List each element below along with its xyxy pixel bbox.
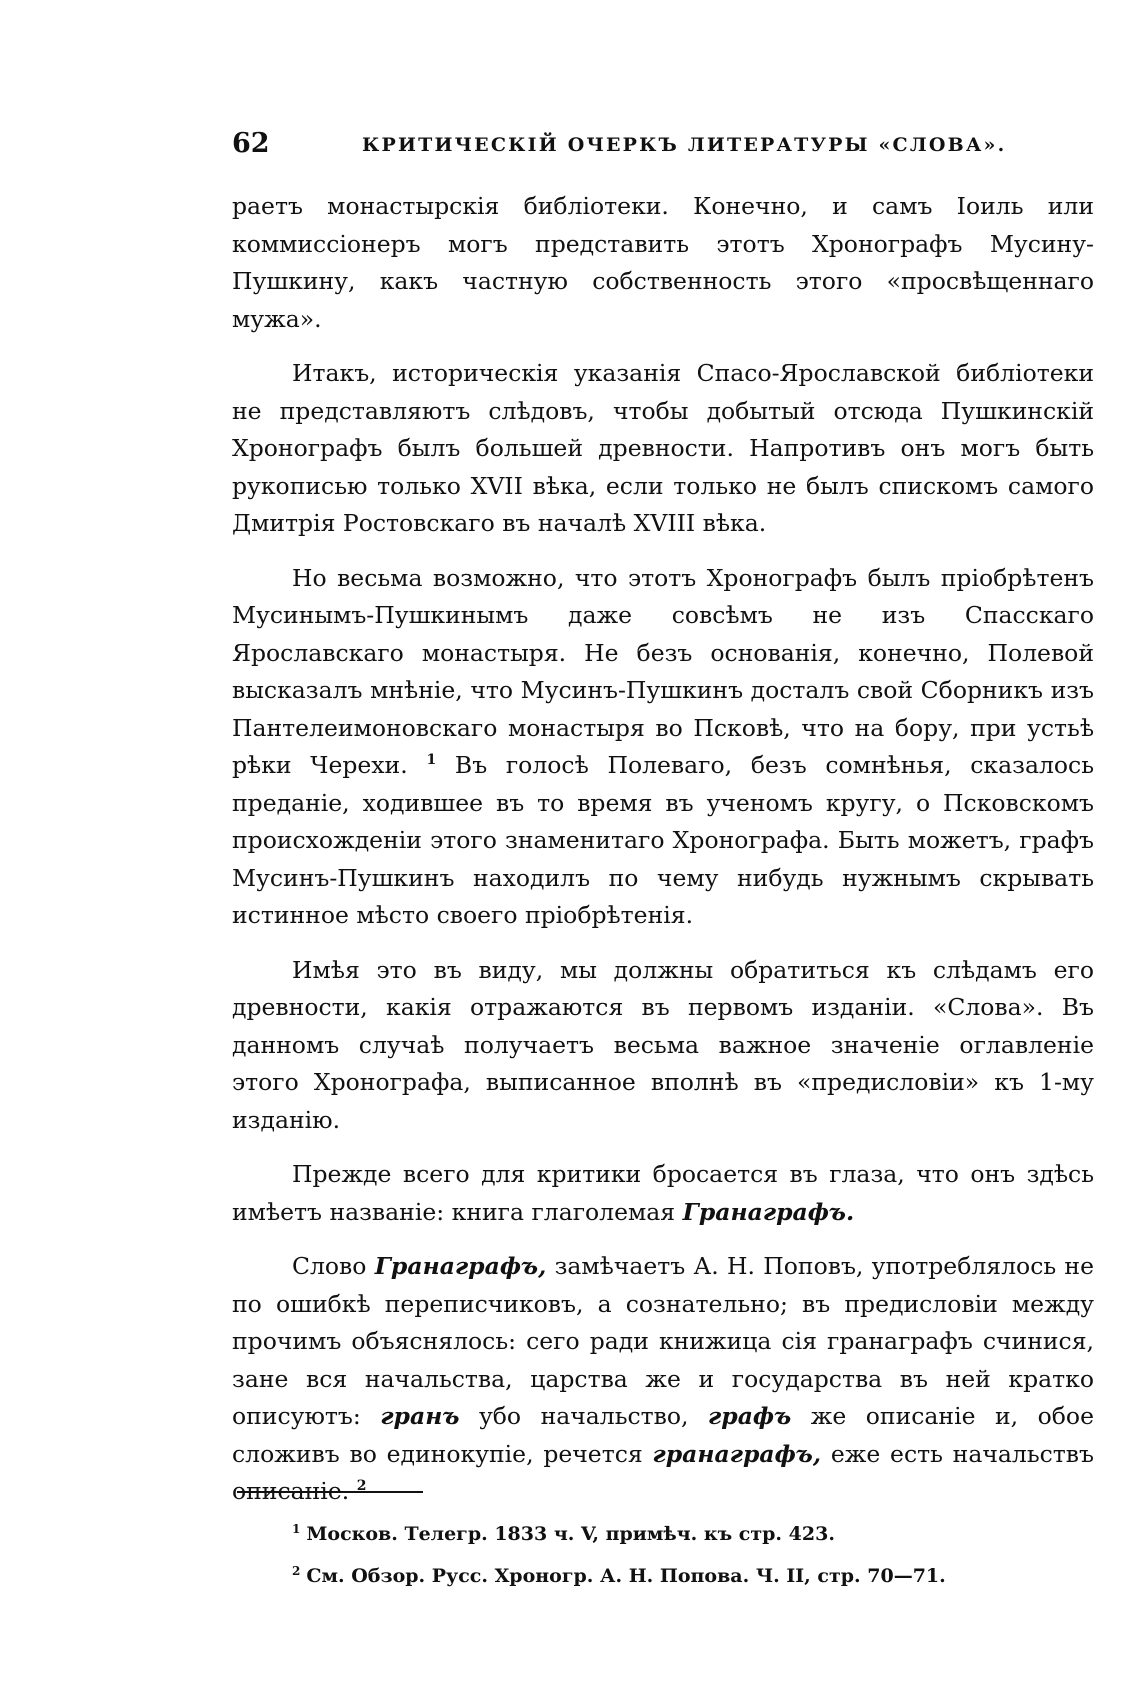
paragraph-text: убо начальство, (478, 1402, 689, 1430)
footnote-2 (292, 1562, 1052, 1590)
footnote-marker: 1 (292, 1521, 301, 1536)
paragraph-text: Въ голосѣ Полеваго, безъ сомнѣнья, сказалось преданіе, ходившее въ то время въ ученомъ кругу, о Псковскомъ происхожденіи этого знаменитаго Хронографа. Быть можетъ, графъ Мусинъ-Пушкинъ находилъ по чему нибудь нужнымъ скрывать истинное мѣсто своего пріобрѣтенія. (232, 751, 1094, 929)
footnote-reference-2[interactable]: 2 (356, 1478, 367, 1495)
paragraph-4 (232, 952, 1094, 1140)
italic-term: графъ (708, 1402, 792, 1430)
italic-term: Гранаграфъ, (374, 1252, 547, 1280)
footnote-marker: 2 (292, 1563, 301, 1578)
paragraph-text: же описаніе и, обое сложивъ во единокупіе, речется (232, 1402, 1094, 1468)
footnote-text: Москов. Телегр. 1833 ч. V, примѣч. къ стр. 423. (306, 1523, 835, 1545)
paragraph-3 (232, 560, 1094, 935)
italic-term: Гранаграфъ. (682, 1197, 855, 1226)
italic-term: гранаграфъ, (652, 1439, 822, 1468)
body-text (232, 188, 1094, 1511)
italic-term: гранъ (380, 1402, 460, 1430)
paragraph-text: замѣчаетъ А. Н. Поповъ, употреблялось не по ошибкѣ переписчиковъ, а сознательно; въ предисловіи между прочимъ объяснялось: сего ради книжица сія гранаграфъ счинися, зане вся начальства, царства же и государства въ ней кратко описуютъ: (232, 1252, 1094, 1430)
footnotes (292, 1520, 1052, 1604)
footnote-divider (237, 1491, 423, 1493)
paragraph-text: Имѣя это въ виду, мы должны обратиться къ слѣдамъ его древности, какія отражаются въ первомъ изданіи. «Слова». Въ данномъ случаѣ получаетъ весьма важное значеніе оглавленіе этого Хронографа, выписанное вполнѣ въ «предисловіи» къ 1-му изданію. (232, 955, 1094, 1134)
footnote-text: См. Обзор. Русс. Хроногр. А. Н. Попова. Ч. II, стр. 70—71. (306, 1565, 946, 1587)
paragraph-2 (232, 355, 1094, 543)
paragraph-text: Прежде всего для критики бросается въ глаза, что онъ здѣсь имѣетъ названіе: книга глаголемая (232, 1160, 1094, 1226)
footnote-reference-1[interactable]: 1 (426, 752, 437, 769)
paragraph-text: Но весьма возможно, что этотъ Хронографъ былъ пріобрѣтенъ Мусинымъ-Пушкинымъ даже совсѣмъ не изъ Спасскаго Ярославскаго монастыря. Не безъ основанія, конечно, Полевой высказалъ мнѣніе, что Мусинъ-Пушкинъ досталъ свой Сборникъ изъ Пантелеимоновскаго монастыря во Псковѣ, что на бору, при устьѣ рѣки Черехи. (232, 563, 1094, 779)
paragraph-6 (232, 1248, 1094, 1511)
paragraph-text: Итакъ, историческія указанія Спасо-Ярославской библіотеки не представляютъ слѣдовъ, чтобы добытый отсюда Пушкинскій Хронографъ былъ большей древности. Напротивъ онъ могъ быть рукописью только XVII вѣка, если только не былъ спискомъ самого Дмитрія Ростовскаго въ началѣ XVIII вѣка. (232, 359, 1094, 537)
footnote-1 (292, 1520, 1052, 1548)
paragraph-text: Слово (292, 1252, 367, 1280)
page-header (232, 128, 1092, 168)
running-title: КРИТИЧЕСКІЙ ОЧЕРКЪ ЛИТЕРАТУРЫ «СЛОВА». (362, 134, 1007, 156)
page-number: 62 (232, 128, 270, 159)
paragraph-text: раетъ монастырскія библіотеки. Конечно, и самъ Іоиль или коммиссіонеръ могъ представить этотъ Хронографъ Мусину-Пушкину, какъ частную собственность этого «просвѣщеннаго мужа». (232, 192, 1094, 333)
paragraph-1 (232, 188, 1094, 338)
paragraph-5 (232, 1156, 1094, 1231)
paragraph-text: еже есть начальствъ описаніе. (232, 1439, 1094, 1505)
